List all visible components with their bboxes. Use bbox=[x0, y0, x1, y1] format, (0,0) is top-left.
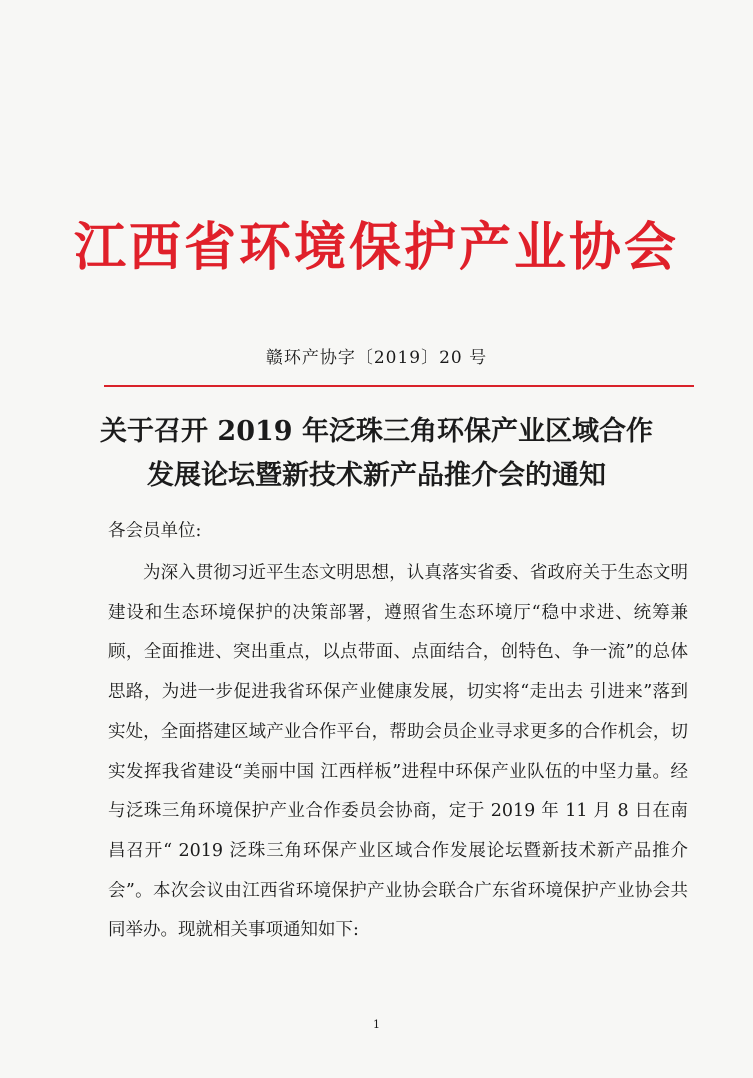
organization-header: 江西省环境保护产业协会 bbox=[73, 217, 679, 278]
red-divider bbox=[104, 385, 694, 387]
body-paragraph: 为深入贯彻习近平生态文明思想，认真落实省委、省政府关于生态文明建设和生态环境保护的决策部署，遵照省生态环境厅“稳中求进、统筹兼顾，全面推进、突出重点，以点带面、点面结合，创特色、争一流”的总体思路，为进一步促进我省环保产业健康发展，切实将“走出去 引进来”落到实处，全面搭建区域产业合作平台，帮助会员企业寻求更多的合作机会，切实发挥我省建设“美丽中国 江西样板”进程中环保产业队伍的中坚力量。经与泛珠三角环境保护产业合作委员会协商，定于 2019 年 11 月 8 日在南昌召开“ 2019 泛珠三角环保产业区域合作发展论坛暨新技术新产品推介会”。本次会议由江西省环境保护产业协会联合广东省环境保护产业协会共同举办。现就相关事项通知如下: bbox=[108, 563, 688, 941]
page-number: 1 bbox=[373, 1018, 380, 1031]
title-line-1: 关于召开 2019 年泛珠三角环保产业区域合作 bbox=[100, 416, 653, 447]
salutation: 各会员单位: bbox=[108, 521, 202, 541]
notice-title bbox=[60, 410, 693, 498]
title-line-2: 发展论坛暨新技术新产品推介会的通知 bbox=[147, 460, 606, 491]
document-number: 赣环产协字〔2019〕20 号 bbox=[265, 348, 488, 368]
